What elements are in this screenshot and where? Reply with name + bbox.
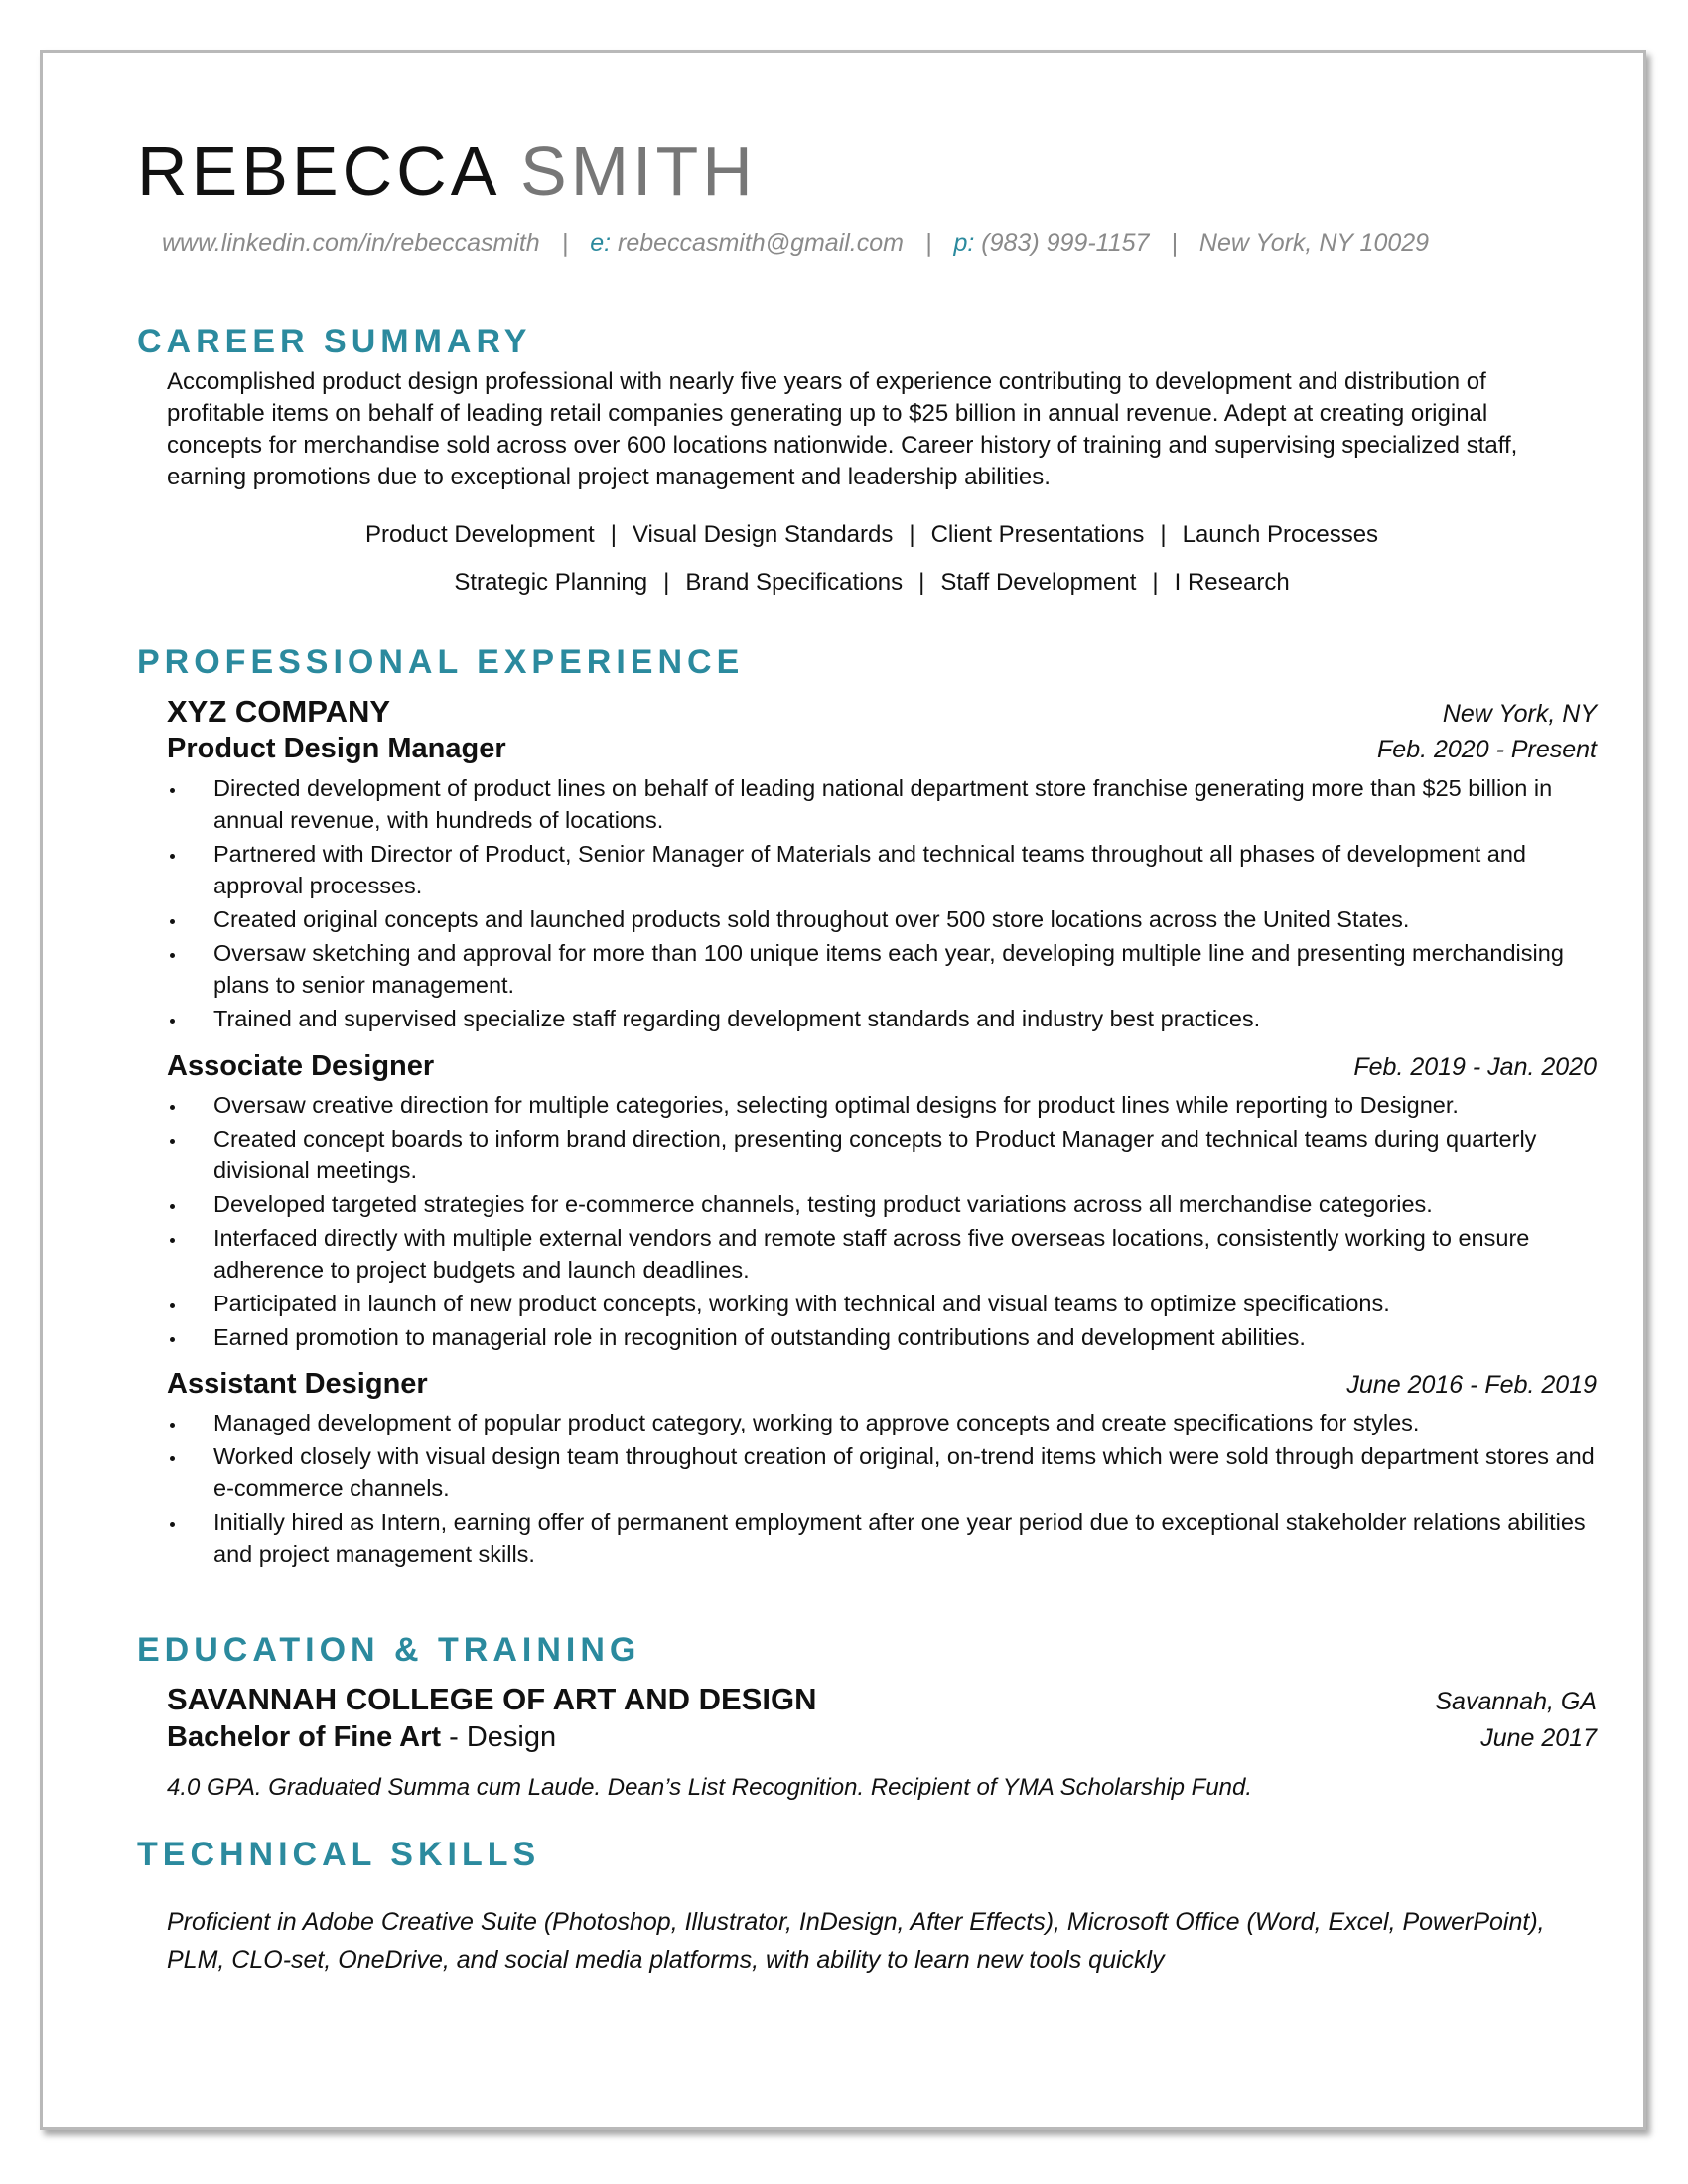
linkedin-link[interactable]: www.linkedin.com/in/rebeccasmith [162, 229, 540, 257]
degree-name: Bachelor of Fine Art [167, 1721, 442, 1753]
education-heading: EDUCATION & TRAINING [137, 1631, 641, 1669]
list-item: Partnered with Director of Product, Senior Manager of Materials and technical teams throughout all phases of development and approval processes. [167, 838, 1597, 901]
keyword: I Research [1174, 569, 1290, 596]
separator: | [918, 569, 925, 596]
role-dates: June 2016 - Feb. 2019 [1346, 1371, 1597, 1399]
technical-skills-heading: TECHNICAL SKILLS [137, 1836, 541, 1873]
degree-row [167, 1721, 1597, 1754]
list-item: Participated in launch of new product concepts, working with technical and visual teams to optimize specifications. [167, 1288, 1597, 1319]
list-item: Initially hired as Intern, earning offer of permanent employment after one year period due to exceptional stakeholder relations abilities and project management skills. [167, 1506, 1597, 1570]
keyword: Strategic Planning [454, 569, 648, 596]
keyword: Client Presentations [930, 521, 1145, 548]
keyword: Brand Specifications [685, 569, 904, 596]
list-item: Managed development of popular product category, working to approve concepts and create specifications for styles. [167, 1407, 1597, 1438]
role-row [167, 1368, 1597, 1401]
email-label: e: [590, 229, 612, 257]
keyword: Visual Design Standards [632, 521, 894, 548]
email-link[interactable]: rebeccasmith@gmail.com [618, 229, 904, 257]
degree-major: - Design [441, 1721, 557, 1753]
contact-line [162, 229, 1552, 258]
career-summary-text: Accomplished product design professional with nearly five years of experience contributing to development and distribution of profitable items on behalf of leading retail companies generating up to $25 billion in annual revenue. Adept at creating original concepts for merchandise sold across over 600 locations nationwide. Career history of training and supervising specialized staff, earning promotions due to exceptional project management and leadership abilities. [167, 368, 1518, 490]
separator: | [663, 569, 670, 596]
role-bullets [167, 772, 1597, 1036]
separator: | [909, 521, 915, 548]
separator: | [924, 229, 932, 257]
role-bullets [167, 1089, 1597, 1355]
school-name: SAVANNAH COLLEGE OF ART AND DESIGN [167, 1682, 817, 1716]
company-location: New York, NY [1442, 700, 1597, 728]
keyword: Product Development [364, 521, 595, 548]
list-item: Created original concepts and launched products sold throughout over 500 store locations across the United States. [167, 903, 1597, 935]
list-item: Developed targeted strategies for e-commerce channels, testing product variations across all merchandise categories. [167, 1188, 1597, 1220]
degree [167, 1721, 556, 1754]
role-dates: Feb. 2019 - Jan. 2020 [1353, 1053, 1597, 1081]
keyword: Staff Development [940, 569, 1137, 596]
list-item: Oversaw creative direction for multiple categories, selecting optimal designs for product lines while reporting to Designer. [167, 1089, 1597, 1121]
list-item: Directed development of product lines on behalf of leading national department store franchise generating more than $25 billion in annual revenue, with hundreds of locations. [167, 772, 1597, 836]
last-name: SMITH [520, 132, 757, 209]
role-row [167, 733, 1597, 765]
first-name: REBECCA [137, 132, 497, 209]
keywords-line-1 [167, 521, 1577, 549]
candidate-name [137, 132, 757, 209]
list-item: Earned promotion to managerial role in recognition of outstanding contributions and development abilities. [167, 1321, 1597, 1353]
separator: | [1160, 521, 1167, 548]
role-title: Associate Designer [167, 1050, 435, 1082]
phone-number: (983) 999-1157 [981, 229, 1150, 257]
list-item: Trained and supervised specialize staff regarding development standards and industry best practices. [167, 1003, 1597, 1034]
graduation-date: June 2017 [1480, 1724, 1597, 1752]
phone-label: p: [953, 229, 975, 257]
separator: | [1152, 569, 1159, 596]
separator: | [561, 229, 569, 257]
technical-skills-text: Proficient in Adobe Creative Suite (Photoshop, Illustrator, InDesign, After Effects), Microsoft Office (Word, Excel, PowerPoint), PLM, CLO-set, OneDrive, and social media platforms, with ability to learn new tools quickly [167, 1908, 1545, 1974]
list-item: Interfaced directly with multiple external vendors and remote staff across five overseas locations, consistently working to ensure adherence to project budgets and launch deadlines. [167, 1222, 1597, 1286]
experience-heading: PROFESSIONAL EXPERIENCE [137, 643, 745, 681]
keyword: Launch Processes [1182, 521, 1379, 548]
school-location: Savannah, GA [1435, 1688, 1597, 1715]
list-item: Oversaw sketching and approval for more than 100 unique items each year, developing multiple line and presenting merchandising plans to senior management. [167, 937, 1597, 1001]
keywords-line-2 [167, 569, 1577, 597]
location: New York, NY 10029 [1198, 229, 1430, 257]
role-title: Assistant Designer [167, 1368, 428, 1400]
resume-page [40, 50, 1646, 2130]
list-item: Worked closely with visual design team throughout creation of original, on-trend items which were sold through department stores and e-commerce channels. [167, 1440, 1597, 1504]
list-item: Created concept boards to inform brand direction, presenting concepts to Product Manager and technical teams during quarterly divisional meetings. [167, 1123, 1597, 1186]
separator: | [1171, 229, 1178, 257]
school-row [167, 1682, 1597, 1717]
role-row [167, 1050, 1597, 1083]
company-name: XYZ COMPANY [167, 694, 391, 729]
company-row [167, 694, 1597, 730]
separator: | [610, 521, 617, 548]
role-dates: Feb. 2020 - Present [1377, 736, 1597, 763]
career-summary-heading: CAREER SUMMARY [137, 323, 532, 360]
role-title: Product Design Manager [167, 733, 506, 764]
education-note: 4.0 GPA. Graduated Summa cum Laude. Dean’s List Recognition. Recipient of YMA Scholarship Fund. [167, 1774, 1253, 1801]
role-bullets [167, 1407, 1597, 1571]
